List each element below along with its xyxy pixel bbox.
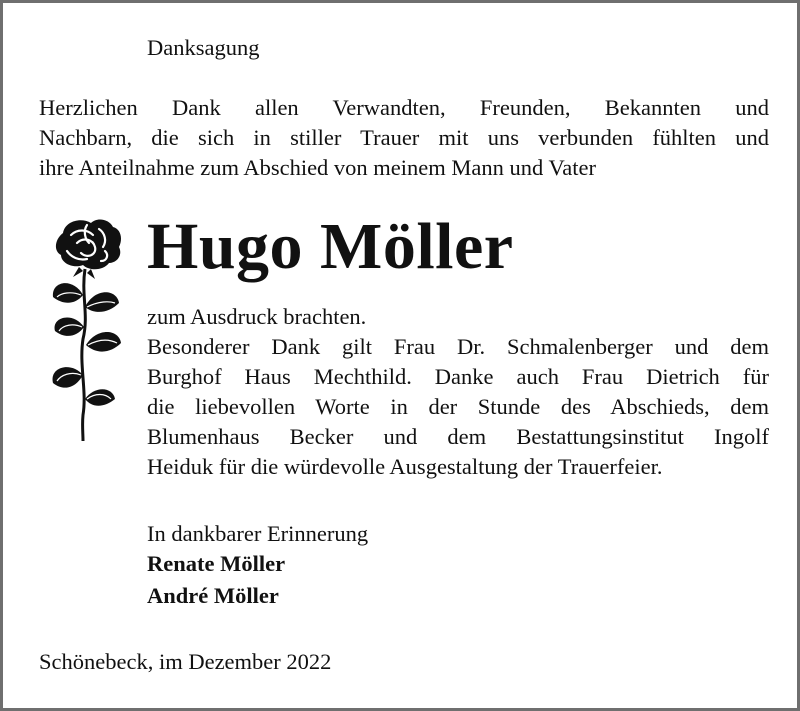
intro-line: Herzlichen Dank allen Verwandten, Freunden, Bekannten und <box>39 95 769 120</box>
body-line: Blumenhaus Becker und dem Bestattungsinstitut Ingolf <box>147 424 769 449</box>
body-paragraph <box>147 332 769 452</box>
signatory-name: Renate Möller <box>147 551 286 576</box>
place-date: Schönebeck, im Dezember 2022 <box>39 649 332 674</box>
intro-line: ihre Anteilnahme zum Abschied von meinem Mann und Vater <box>39 155 596 180</box>
notice-heading: Danksagung <box>147 35 260 60</box>
after-name-line: zum Ausdruck brachten. <box>147 304 367 329</box>
intro-paragraph <box>39 93 769 153</box>
signatory-name: André Möller <box>147 583 279 608</box>
deceased-name: Hugo Möller <box>147 210 514 283</box>
body-line: Besonderer Dank gilt Frau Dr. Schmalenberger und dem <box>147 334 769 359</box>
body-line: die liebevollen Worte in der Stunde des Abschieds, dem <box>147 394 769 419</box>
intro-line: Nachbarn, die sich in stiller Trauer mit uns verbunden fühlten und <box>39 125 769 150</box>
body-line: Heiduk für die würdevolle Ausgestaltung der Trauerfeier. <box>147 454 663 479</box>
body-line: Burghof Haus Mechthild. Danke auch Frau Dietrich für <box>147 364 769 389</box>
closing-phrase: In dankbarer Erinnerung <box>147 521 369 546</box>
rose-icon <box>43 215 129 445</box>
